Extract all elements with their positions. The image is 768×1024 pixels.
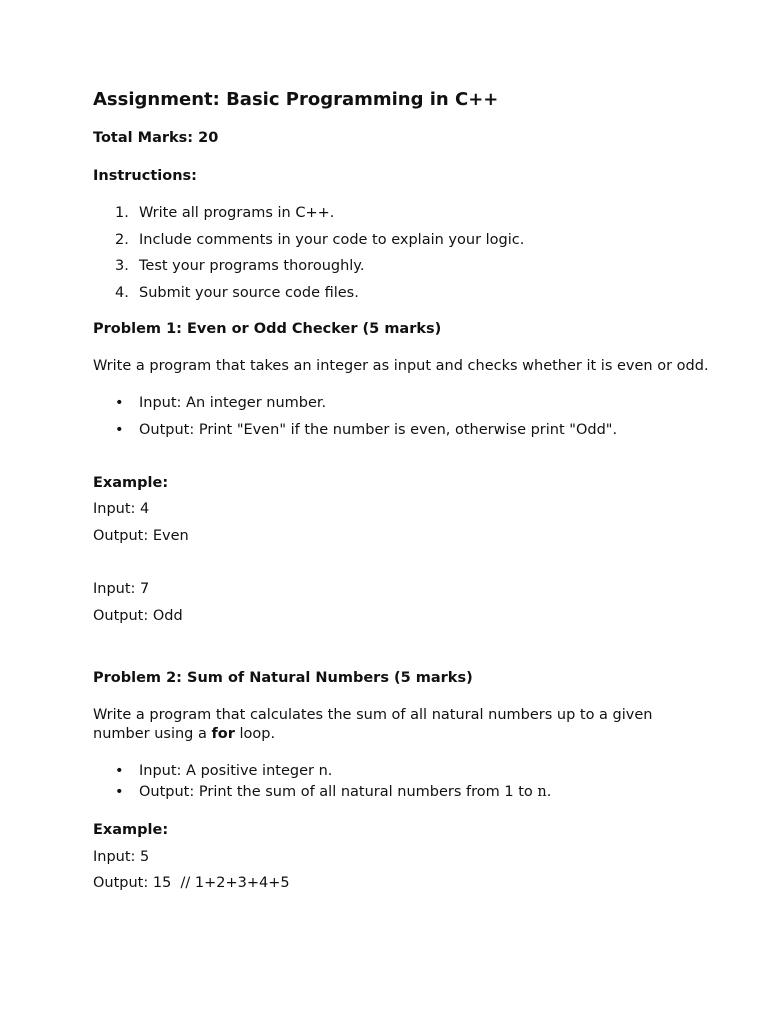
list-item: • Input: A positive integer n. xyxy=(93,762,713,783)
for-keyword: for xyxy=(211,725,235,742)
variable-n: n xyxy=(537,783,547,800)
list-item xyxy=(93,783,713,802)
document-page xyxy=(93,88,713,901)
problem1-heading: Problem 1: Even or Odd Checker (5 marks) xyxy=(93,321,442,338)
example-input: Input: 4 xyxy=(93,501,150,518)
problem2-heading: Problem 2: Sum of Natural Numbers (5 marks) xyxy=(93,670,473,687)
list-item: • Output: Print "Even" if the number is even, otherwise print "Odd". xyxy=(93,421,713,440)
problem2-description-end: loop. xyxy=(234,725,276,742)
list-number: 4. xyxy=(115,284,129,301)
list-item xyxy=(93,204,713,231)
list-number: 1. xyxy=(115,205,129,222)
problem2-bullets xyxy=(93,762,713,802)
problem1-description: Write a program that takes an integer as input and checks whether it is even or odd. xyxy=(93,357,709,374)
list-number: 3. xyxy=(115,258,129,275)
problem2-example-heading: Example: xyxy=(93,822,169,839)
list-number: 2. xyxy=(115,231,129,248)
example-input: Input: 7 xyxy=(93,581,150,598)
list-item-end: . xyxy=(546,783,552,800)
problem1-bullets xyxy=(93,394,713,440)
list-item-text: Write all programs in C++. xyxy=(139,205,335,222)
assignment-title: Assignment: Basic Programming in C++ xyxy=(93,89,499,110)
list-item xyxy=(93,257,713,284)
problem2-description-text: Write a program that calculates the sum of all natural numbers up to a given number using a xyxy=(93,706,653,742)
list-item xyxy=(93,231,713,258)
list-item-text: Output: Print the sum of all natural numbers from 1 to xyxy=(139,783,538,800)
list-item xyxy=(93,284,713,311)
example-output: Output: 15 // 1+2+3+4+5 xyxy=(93,875,290,892)
list-item-text: Test your programs thoroughly. xyxy=(139,258,365,275)
instructions-list xyxy=(93,204,713,310)
example-input: Input: 5 xyxy=(93,848,150,865)
problem1-example-heading: Example: xyxy=(93,474,169,491)
list-item-text: Submit your source code files. xyxy=(139,284,359,301)
instructions-heading: Instructions: xyxy=(93,168,197,185)
problem2-description xyxy=(93,706,683,744)
total-marks: Total Marks: 20 xyxy=(93,130,219,147)
example-output: Output: Even xyxy=(93,527,189,544)
example-output: Output: Odd xyxy=(93,607,183,624)
list-item-text: Include comments in your code to explain your logic. xyxy=(139,231,525,248)
list-item: • Input: An integer number. xyxy=(93,394,713,421)
